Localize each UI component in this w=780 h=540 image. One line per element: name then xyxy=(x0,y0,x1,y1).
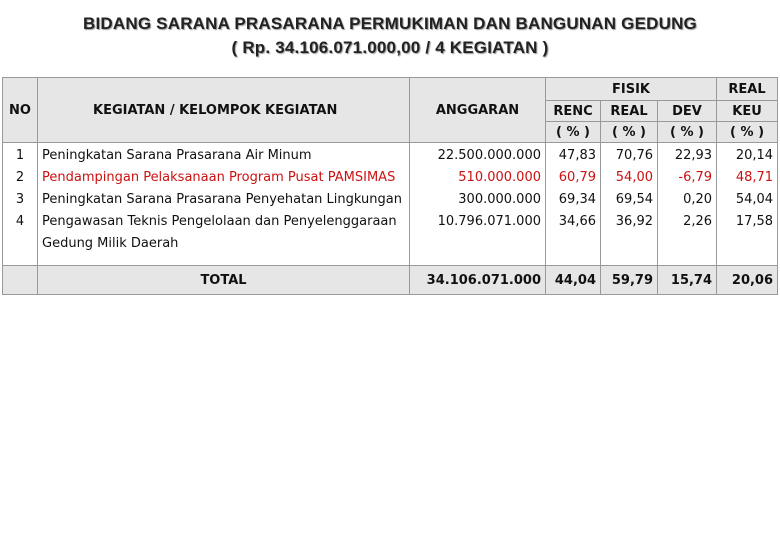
row-dev-list xyxy=(658,143,717,266)
col-header-anggaran: ANGGARAN xyxy=(410,78,546,143)
table-body-row xyxy=(3,143,778,266)
row-renc: 34,66 xyxy=(558,214,596,229)
row-anggaran-list xyxy=(410,143,546,266)
row-real: 69,54 xyxy=(615,192,653,207)
row-renc: 69,34 xyxy=(558,192,596,207)
row-numbers xyxy=(3,143,38,266)
row-kegiatan-continued: Gedung Milik Daerah xyxy=(42,236,179,251)
row-kegiatan: Peningkatan Sarana Prasarana Air Minum xyxy=(42,148,312,163)
row-real: 54,00 xyxy=(615,170,653,185)
col-header-real-keu: REAL xyxy=(717,78,778,101)
total-label: TOTAL xyxy=(38,266,410,295)
row-real: 36,92 xyxy=(615,214,653,229)
row-anggaran: 300.000.000 xyxy=(458,192,541,207)
col-header-real: REAL xyxy=(601,101,658,122)
total-anggaran: 34.106.071.000 xyxy=(410,266,546,295)
row-anggaran: 22.500.000.000 xyxy=(437,148,541,163)
row-renc-list xyxy=(546,143,601,266)
row-kegiatan: Pendampingan Pelaksanaan Program Pusat PAMSIMAS xyxy=(42,170,396,185)
row-keu: 54,04 xyxy=(735,192,774,207)
row-no: 3 xyxy=(15,192,25,207)
row-real: 70,76 xyxy=(615,148,653,163)
col-header-real-unit: ( % ) xyxy=(601,122,658,143)
row-kegiatan-list xyxy=(38,143,410,266)
col-header-kegiatan: KEGIATAN / KELOMPOK KEGIATAN xyxy=(38,78,410,143)
kegiatan-table xyxy=(2,77,778,295)
row-dev: -6,79 xyxy=(678,170,713,185)
total-real: 59,79 xyxy=(601,266,658,295)
row-keu: 48,71 xyxy=(735,170,774,185)
row-no: 4 xyxy=(15,214,25,229)
total-renc: 44,04 xyxy=(546,266,601,295)
col-header-no: NO xyxy=(3,78,38,143)
row-renc: 47,83 xyxy=(558,148,596,163)
row-dev: 2,26 xyxy=(683,214,713,229)
row-real-list xyxy=(601,143,658,266)
row-kegiatan: Pengawasan Teknis Pengelolaan dan Penyelenggaraan xyxy=(42,214,397,229)
row-dev: 0,20 xyxy=(683,192,713,207)
header-row xyxy=(3,78,778,101)
row-keu-list xyxy=(717,143,778,266)
col-header-fisik: FISIK xyxy=(546,78,717,101)
row-dev: 22,93 xyxy=(674,148,713,163)
row-no: 1 xyxy=(15,148,25,163)
total-dev: 15,74 xyxy=(658,266,717,295)
col-header-dev: DEV xyxy=(658,101,717,122)
col-header-keu: KEU xyxy=(717,101,778,122)
row-no: 2 xyxy=(15,170,25,185)
col-header-renc: RENC xyxy=(546,101,601,122)
col-header-renc-unit: ( % ) xyxy=(546,122,601,143)
page-title: BIDANG SARANA PRASARANA PERMUKIMAN DAN BANGUNAN GEDUNG xyxy=(83,14,697,33)
row-keu: 20,14 xyxy=(735,148,774,163)
page-subtitle: ( Rp. 34.106.071.000,00 / 4 KEGIATAN ) xyxy=(231,38,549,57)
row-keu: 17,58 xyxy=(735,214,774,229)
row-anggaran: 10.796.071.000 xyxy=(437,214,541,229)
total-keu: 20,06 xyxy=(717,266,778,295)
col-header-keu-unit: ( % ) xyxy=(717,122,778,143)
total-row xyxy=(3,266,778,295)
row-renc: 60,79 xyxy=(558,170,596,185)
total-no-cell xyxy=(3,266,38,295)
row-kegiatan: Peningkatan Sarana Prasarana Penyehatan Lingkungan xyxy=(42,192,402,207)
row-anggaran: 510.000.000 xyxy=(458,170,541,185)
col-header-dev-unit: ( % ) xyxy=(658,122,717,143)
